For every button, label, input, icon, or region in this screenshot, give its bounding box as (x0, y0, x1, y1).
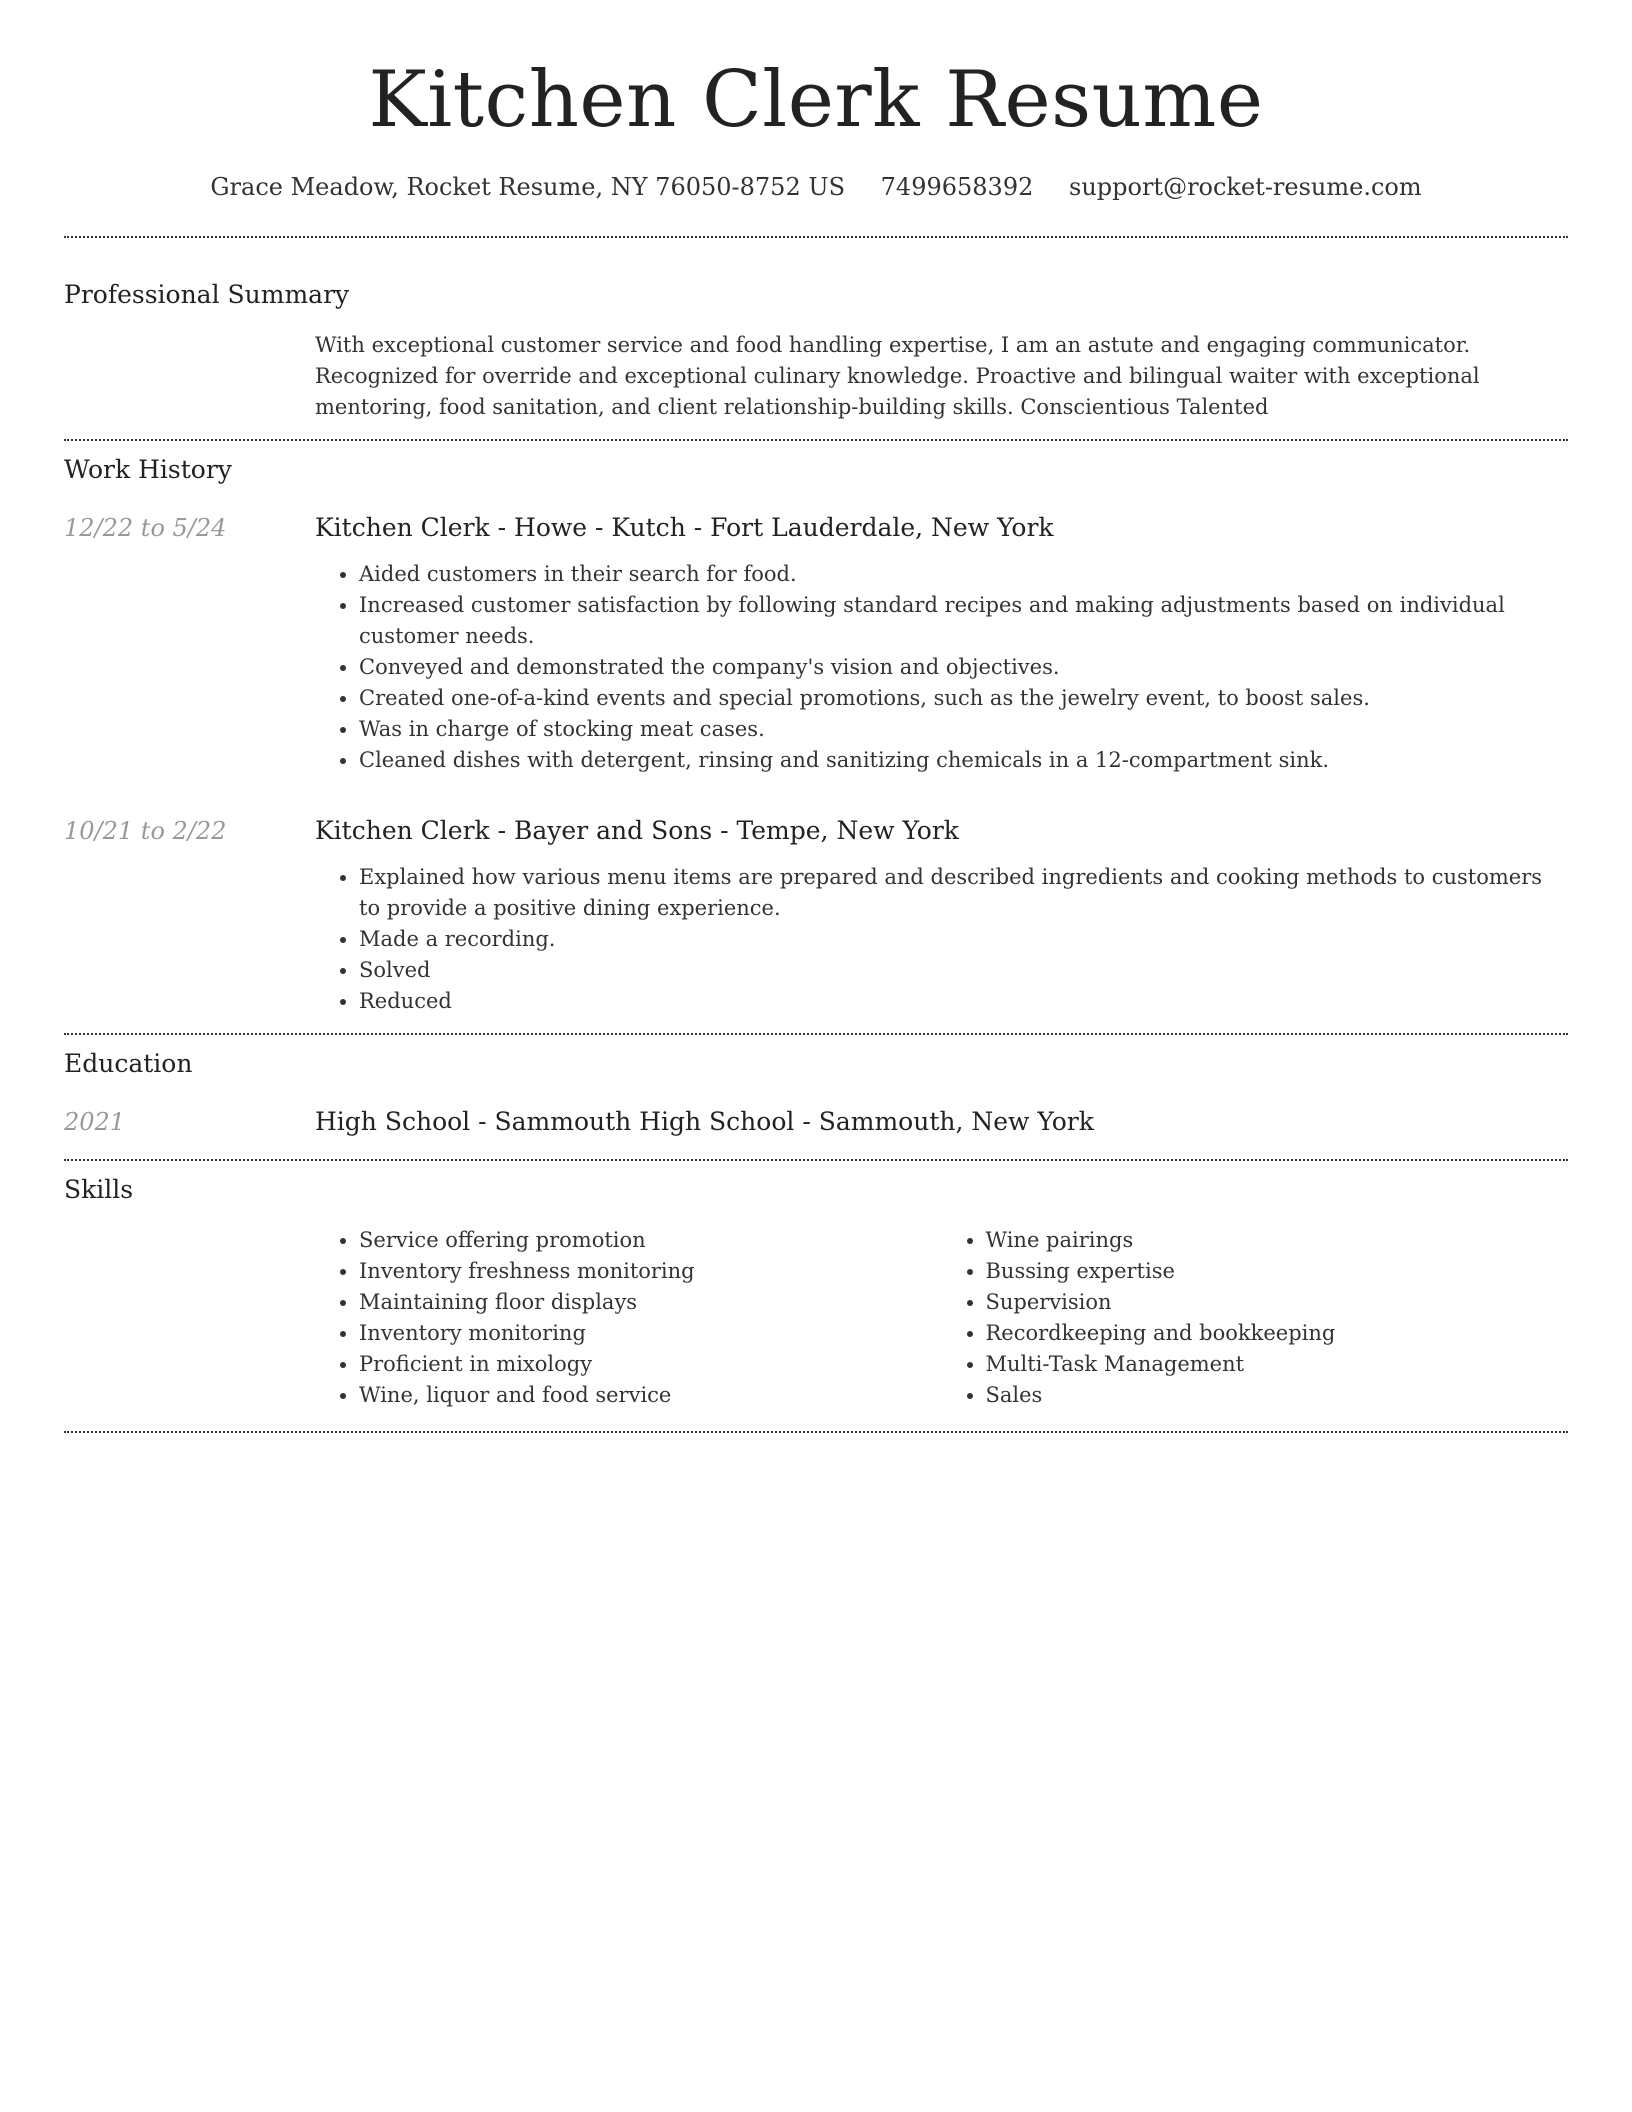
section-divider (64, 439, 1568, 441)
section-heading-work: Work History (64, 455, 232, 484)
list-item: • Service offering promotion (359, 1225, 942, 1256)
list-item: • Explained how various menu items are prepared and described ingredients and cooking methods to customers to provide a positive dining experience. (359, 862, 1568, 924)
summary-text: With exceptional customer service and food handling expertise, I am an astute and engaging communicator. Recognized for override and exceptional culinary knowledge. Proactive and bilingual waiter with exceptional mentoring, food sanitation, and client relationship-building skills. Conscientious Talented (315, 333, 1480, 419)
section-divider (64, 1431, 1568, 1433)
list-item: • Wine pairings (986, 1225, 1569, 1256)
section-heading-skills: Skills (64, 1175, 134, 1204)
list-item: • Solved (359, 955, 1568, 986)
education-entry-date: 2021 (64, 1108, 126, 1136)
work-entry (64, 814, 1568, 1017)
list-item: • Inventory freshness monitoring (359, 1256, 942, 1287)
section-skills (64, 1173, 1568, 1431)
section-work-history (64, 453, 1568, 1033)
work-entry-date: 10/21 to 2/22 (64, 817, 227, 845)
work-entry-bullets (315, 559, 1568, 776)
list-item: • Inventory monitoring (359, 1318, 942, 1349)
list-item: • Increased customer satisfaction by following standard recipes and making adjustments based on individual customer needs. (359, 590, 1568, 652)
list-item: • Wine, liquor and food service (359, 1380, 942, 1411)
work-entry-title: Kitchen Clerk - Howe - Kutch - Fort Lauderdale, New York (315, 513, 1054, 542)
list-item: • Recordkeeping and bookkeeping (986, 1318, 1569, 1349)
contact-phone: 7499658392 (880, 173, 1034, 201)
education-entry-title: High School - Sammouth High School - Sammouth, New York (315, 1107, 1094, 1136)
contact-email: support@rocket-resume.com (1069, 173, 1422, 201)
list-item: • Maintaining floor displays (359, 1287, 942, 1318)
list-item: • Conveyed and demonstrated the company's vision and objectives. (359, 652, 1568, 683)
contact-address: Grace Meadow, Rocket Resume, NY 76050-8752 US (210, 173, 846, 201)
list-item: • Proficient in mixology (359, 1349, 942, 1380)
skills-columns (315, 1225, 1568, 1431)
skills-list-left (315, 1225, 942, 1411)
section-education (64, 1047, 1568, 1159)
list-item: • Multi-Task Management (986, 1349, 1569, 1380)
education-entry (64, 1105, 1568, 1139)
list-item: • Made a recording. (359, 924, 1568, 955)
work-entry (64, 511, 1568, 776)
list-item: • Created one-of-a-kind events and special promotions, such as the jewelry event, to boost sales. (359, 683, 1568, 714)
section-divider (64, 1033, 1568, 1035)
section-heading-summary: Professional Summary (64, 280, 350, 309)
work-entry-body (315, 511, 1568, 776)
list-item: • Reduced (359, 986, 1568, 1017)
list-item: • Supervision (986, 1287, 1569, 1318)
list-item: • Aided customers in their search for food. (359, 559, 1568, 590)
list-item: • Cleaned dishes with detergent, rinsing and sanitizing chemicals in a 12-compartment sink. (359, 745, 1568, 776)
resume-title: Kitchen Clerk Resume (368, 55, 1264, 145)
list-item: • Was in charge of stocking meat cases. (359, 714, 1568, 745)
work-entry-body (315, 814, 1568, 1017)
section-divider (64, 1159, 1568, 1161)
section-heading-education: Education (64, 1049, 193, 1078)
list-item: • Sales (986, 1380, 1569, 1411)
work-entry-date: 12/22 to 5/24 (64, 514, 227, 542)
section-professional-summary (64, 278, 1568, 439)
work-entry-title: Kitchen Clerk - Bayer and Sons - Tempe, New York (315, 816, 959, 845)
skills-list-right (942, 1225, 1569, 1411)
work-entry-bullets (315, 862, 1568, 1017)
header-divider (64, 236, 1568, 238)
list-item: • Bussing expertise (986, 1256, 1569, 1287)
contact-info (64, 170, 1568, 204)
education-entry-body (315, 1105, 1568, 1139)
